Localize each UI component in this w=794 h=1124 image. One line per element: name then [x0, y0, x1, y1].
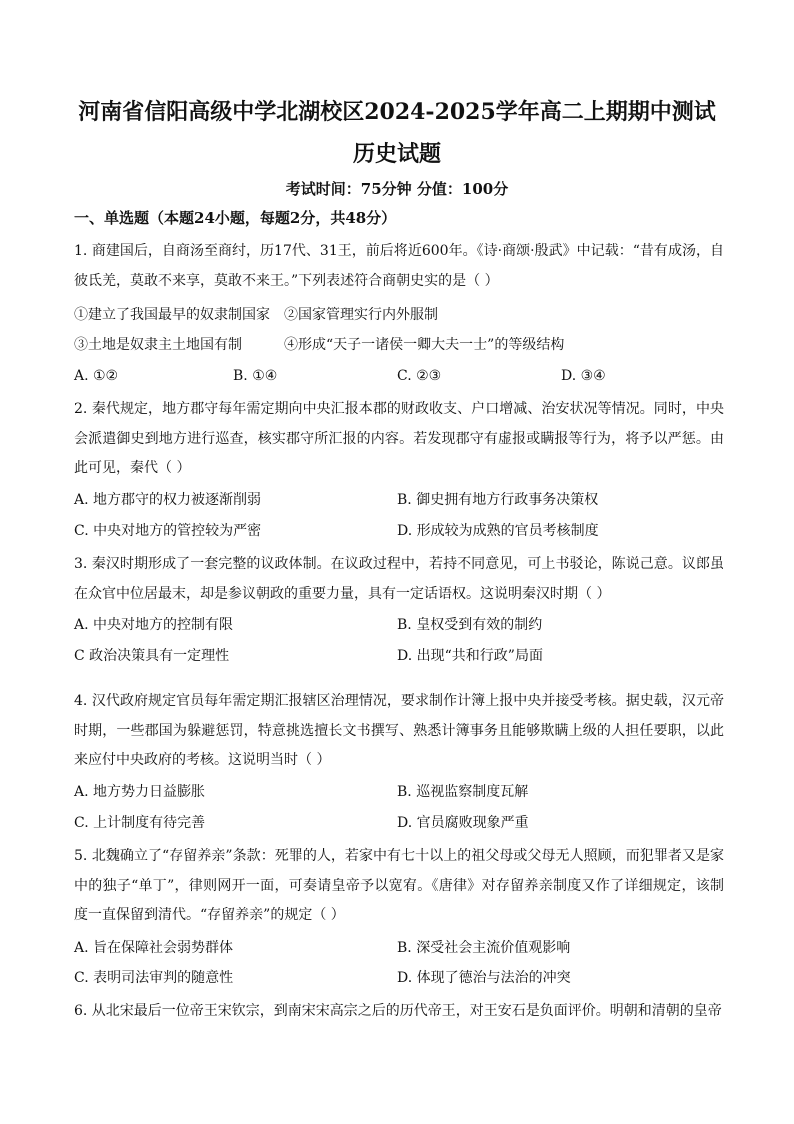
question-5-option-c: C. 表明司法审判的随意性 — [74, 970, 234, 986]
exam-info: 考试时间：75分钟 分值：100分 — [285, 180, 509, 198]
question-3-stem: 3. 秦汉时期形成了一套完整的议政体制。在议政过程中，若持不同意见，可上书驳论，陈说己意。议郎虽在众官中位居最末，却是参议朝政的重要力量，具有一定话语权。这说明秦汉时期（ ） — [74, 556, 724, 602]
question-5-option-d: D. 体现了德治与法治的冲突 — [397, 970, 571, 986]
question-2-option-c: C. 中央对地方的管控较为严密 — [74, 523, 262, 539]
question-1-statement-2: ②国家管理实行内外服制 — [284, 307, 438, 323]
question-2-stem: 2. 秦代规定，地方郡守每年需定期向中央汇报本郡的财政收支、户口增减、治安状况等情况。同时，中央会派遣御史到地方进行巡查，核实郡守所汇报的内容。若发现郡守有虚报或瞒报等行为，将予以严惩。由此可见，秦代（ ） — [74, 401, 724, 476]
question-1-option-d: D. ③④ — [561, 368, 606, 384]
question-1-statement-4: ④形成“天子一诸侯一卿大夫一士”的等级结构 — [284, 337, 565, 353]
question-3-option-d: D. 出现“共和行政”局面 — [397, 648, 543, 664]
question-4-option-d: D. 官员腐败现象严重 — [397, 815, 529, 831]
question-1-option-b: B. ①④ — [233, 368, 278, 384]
question-4-option-c: C. 上计制度有待完善 — [74, 815, 206, 831]
question-5-stem: 5. 北魏确立了“存留养亲”条款：死罪的人，若家中有七十以上的祖父母或父母无人照顾，而犯罪者又是家中的独子“单丁”，律则网开一面，可奏请皇帝予以宽宥。《唐律》对存留养亲制度又作了详细规定，该制度一直保留到清代。“存留养亲”的规定（ ） — [74, 848, 724, 923]
question-2-option-a: A. 地方郡守的权力被逐渐削弱 — [74, 492, 262, 508]
question-4-stem: 4. 汉代政府规定官员每年需定期汇报辖区治理情况，要求制作计簿上报中央并接受考核。据史载，汉元帝时期，一些郡国为躲避惩罚，特意挑选擅长文书撰写、熟悉计簿事务且能够欺瞒上级的人担任要职，以此来应付中央政府的考核。这说明当时（ ） — [74, 693, 724, 768]
exam-subtitle: 历史试题 — [352, 141, 441, 167]
question-1-statement-3: ③土地是奴隶主土地国有制 — [74, 337, 242, 353]
question-1-option-c: C. ②③ — [397, 368, 442, 384]
question-3-option-b: B. 皇权受到有效的制约 — [397, 617, 543, 633]
question-5-option-b: B. 深受社会主流价值观影响 — [397, 940, 571, 956]
question-1-stem: 1. 商建国后，自商汤至商纣，历17代、31王，前后将近600年。《诗·商颂·殷武》中记载：“昔有成汤，自彼氐羌，莫敢不来享，莫敢不来王。”下列表述符合商朝史实的是（ ） — [74, 243, 724, 289]
question-6-stem: 6. 从北宋最后一位帝王宋钦宗，到南宋宋高宗之后的历代帝王，对王安石是负面评价。明朝和清朝的皇帝 — [74, 1003, 722, 1019]
question-1-statement-1: ①建立了我国最早的奴隶制国家 — [74, 307, 270, 323]
exam-title: 河南省信阳高级中学北湖校区2024-2025学年高二上期期中测试 — [78, 99, 716, 125]
question-4-option-b: B. 巡视监察制度瓦解 — [397, 784, 529, 800]
question-3-option-c: C 政治决策具有一定理性 — [74, 648, 230, 664]
question-2-option-b: B. 御史拥有地方行政事务决策权 — [397, 492, 599, 508]
question-5-option-a: A. 旨在保障社会弱势群体 — [74, 940, 234, 956]
question-2-option-d: D. 形成较为成熟的官员考核制度 — [397, 523, 599, 539]
question-3-option-a: A. 中央对地方的控制有限 — [74, 617, 234, 633]
question-4-option-a: A. 地方势力日益膨胀 — [74, 784, 206, 800]
question-1-option-a: A. ①② — [74, 368, 119, 384]
section-heading: 一、单选题（本题24小题，每题2分，共48分） — [74, 209, 397, 227]
